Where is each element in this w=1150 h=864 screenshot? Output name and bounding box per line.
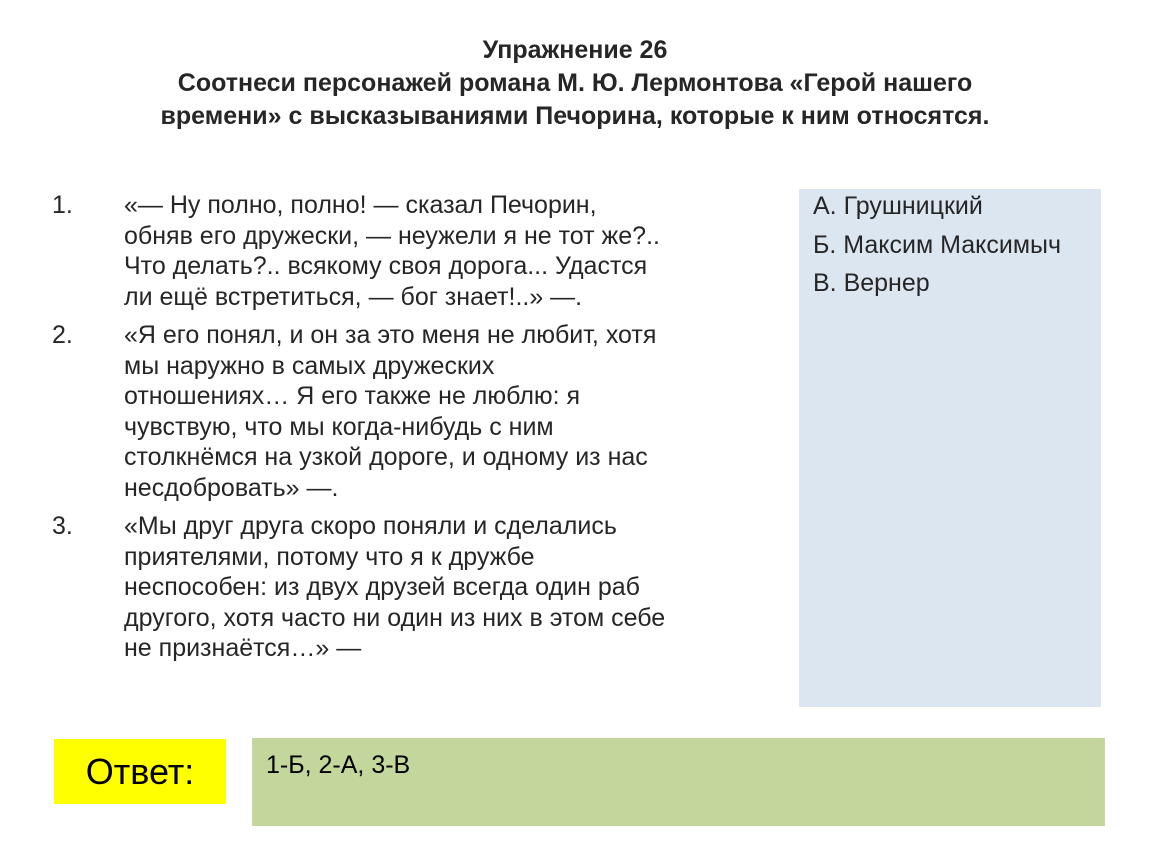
answer-box — [252, 738, 1105, 826]
quote-text: «— Ну полно, полно! — сказал Печорин, обняв его дружески, — неужели я не тот же?.. Что делать?.. всякому своя дорога... Удастся ли ещё встретиться, — бог знает!..» —. — [124, 191, 660, 311]
page-title — [60, 34, 1090, 133]
title-line-1: Упражнение 26 — [482, 36, 668, 64]
answer-label: Ответ: — [54, 739, 226, 804]
character-item: Б. Максим Максимыч — [813, 230, 1061, 259]
character-item: В. Вернер — [813, 269, 930, 297]
quote-item — [52, 190, 772, 312]
quote-text: «Я его понял, и он за это меня не любит, хотя мы наружно в самых дружеских отношениях… Я его также не люблю: я чувствую, что мы когда-нибудь с ним столкнёмся на узкой дороге, и одному из нас несдобровать» —. — [124, 321, 657, 502]
quote-item — [52, 511, 772, 664]
quote-text: «Мы друг друга скоро поняли и сделались приятелями, потому что я к дружбе неспособен: из двух друзей всегда один раб другого, хотя часто ни один из них в этом себе не признаётся…» — — [124, 512, 666, 662]
title-line-2: Соотнеси персонажей романа М. Ю. Лермонтова «Герой нашего — [177, 69, 973, 97]
characters-box — [799, 189, 1101, 707]
character-item: А. Грушницкий — [813, 192, 983, 220]
quote-item — [52, 320, 772, 503]
quote-number: 3. — [52, 512, 73, 540]
quote-number: 2. — [52, 321, 73, 349]
title-line-3: времени» с высказываниями Печорина, которые к ним относятся. — [160, 102, 990, 130]
quote-number: 1. — [52, 191, 73, 219]
answer-text: 1-Б, 2-А, 3-В — [266, 751, 411, 779]
characters-list — [813, 191, 1103, 307]
quotes-list — [52, 190, 772, 672]
